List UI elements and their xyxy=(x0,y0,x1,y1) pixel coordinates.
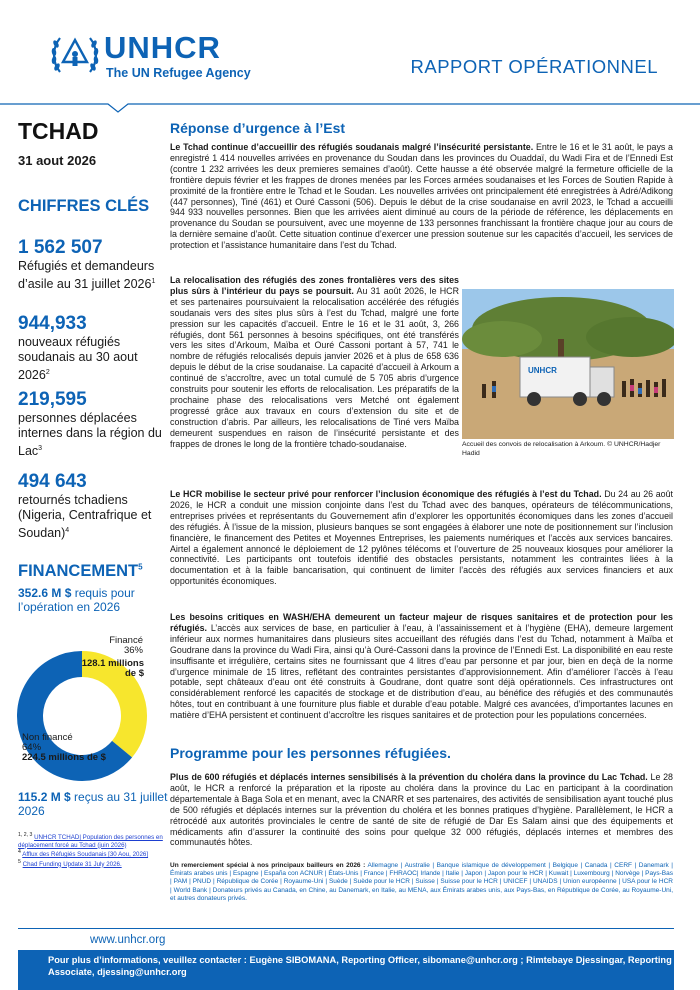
section-title-programme: Programme pour les personnes réfugiées. xyxy=(170,745,451,761)
page-header xyxy=(0,0,700,110)
header-divider xyxy=(0,103,700,113)
footer-contact-text: Pour plus d’informations, veuillez contacter : Eugène SIBOMANA, Reporting Officer, sibomane@unhcr.org ; Rimtebaye Djessingar, Reporting Associate, djessing@unhcr.org xyxy=(48,955,672,977)
key-figures-title: CHIFFRES CLÉS xyxy=(18,197,150,215)
footnote: $^{1, 2, 3}$ UNHCR TCHAD| Population des personnes en déplacement forcé au Tchad (juin 2026) xyxy=(18,832,163,849)
donut-funded-amount: 128.1 millions de $ xyxy=(81,658,144,679)
donut-unfunded-label: Non financé 64% xyxy=(22,732,73,753)
donut-funded-label: Financé 36% xyxy=(109,635,143,656)
footnote-link[interactable]: UNHCR TCHAD| Population des personnes en déplacement forcé au Tchad (juin 2026) xyxy=(18,834,163,849)
footnotes xyxy=(18,832,168,868)
photo-caption: Accueil des convois de relocalisation à Arkoum. © UNHCR/Hadjer Hadid xyxy=(462,441,661,457)
stat-number: 494 643 xyxy=(18,471,87,492)
stat-label: personnes déplacées internes dans la région du Lac$^3$ xyxy=(18,411,162,459)
photo-relocation-convoy xyxy=(462,289,674,439)
paragraph-wash: Les besoins critiques en WASH/EHA demeurent un facteur majeur de risques sanitaires et de protection pour les réfugiés. L’accès aux services de base, en particulier à l’eau, à l’assainissement et à l’hygiène (EHA), demeure largement inférieur aux normes humanitaires dans plusieurs sites accueillant des réfugiés dans l’est du Tchad, notamment à Maïba et Goudrane dans la province du Wadi Fira, ainsi qu’à Ouré-Cassoni dans la province de l’Ennedi Est. La disponibilité en eau reste insuffisante et irrégulière, certains sites ne fournissant que 4 litres d’eau par personne et par jour, bien en deçà de la norme d’urgence minimale de 15 litres, reflétant des contraintes persistantes d’approvisionnement. Afin d’améliorer l’accès à l’eau potable, sept châteaux d’eau ont été construits à Goudrane, dont quatre sont déjà opérationnels. Ces infrastructures ont considérablement renforcé les capacités de stockage et de distribution d’eau, au bénéfice des réfugiés et des communautés hôtes, tout en contribuant à une fourniture plus fiable et durable d’eau potable. Malgré ces avancées, d’importantes lacunes en matière d’EHA persistent et continuent d’accroître les risques sanitaires et de protection pour les populations concernées. xyxy=(170,612,673,721)
stat-label: nouveaux réfugiés soudanais au 30 aout 2026$^2$ xyxy=(18,335,138,383)
logo-name: UNHCR xyxy=(104,30,221,65)
paragraph-relocation: La relocalisation des réfugiés des zones frontalières vers des sites plus sûrs à l’intérieur du pays se poursuit. Au 31 août 2026, le HCR et ses partenaires poursuivaient la relocalisation accélérée des réfugiés soudanais vers des sites plus sûrs à l’est du Tchad, malgré une forte pression sur les capacités d’accueil. Entre le 16 et le 31 août, 3, 266 réfugiés, dont 561 personnes à besoins spécifiques, ont été transférés vers les sites d’Arkoum, Maïba et Ouré Cassoni portant à 57, 741 le nombre de réfugiés relocalisés depuis janvier 2026 et à plus de 658 636 depuis le début de la crise soudanaise. La capacité d’accueil à Arkoum a continué de s’accroître, avec un total cumulé de 5 705 abris d’urgence construits pour soutenir les efforts de relocalisation. Les préparatifs de la prochaine phase des relocalisations vers Metché ont également progressé grâce aux travaux en cours d’extension du site et de construction d’abris. Par ailleurs, les relocalisations de Tiné vers Maïba demeurent suspendues en raison de l’insécurité persistante et des frappes de drones le long de la frontière tchado-soudanaise. xyxy=(170,275,459,449)
logo-tagline: The UN Refugee Agency xyxy=(106,66,251,80)
footnote: $^5$ Chad Funding Update 31 July 2026. xyxy=(18,858,122,868)
footnote-link[interactable]: Chad Funding Update 31 July 2026. xyxy=(22,860,122,868)
stat-label: retournés tchadiens (Nigeria, Centrafrique et Soudan)$^4$ xyxy=(18,493,152,541)
stat-returnees xyxy=(18,471,163,541)
convoy-photo-illustration xyxy=(462,289,674,439)
funding-title: FINANCEMENT$^5$ xyxy=(18,562,143,580)
footnote-link[interactable]: Afflux des Réfugiés Soudanais [30 Aou, 2026] xyxy=(22,851,149,859)
country-title: TCHAD xyxy=(18,118,99,144)
truck-unhcr-text: UNHCR xyxy=(528,366,557,375)
donut-unfunded-amount: 224.5 millions de $ xyxy=(22,752,106,763)
funding-received: 115.2 M $ reçus au 31 juillet 2026 xyxy=(18,790,168,818)
funding-required: 352.6 M $ requis pour l’opération en 2026 xyxy=(18,586,135,614)
report-date: 31 aout 2026 xyxy=(18,153,97,168)
stat-number: 219,595 xyxy=(18,389,87,410)
paragraph-private-sector: Le HCR mobilise le secteur privé pour renforcer l’inclusion économique des réfugiés à l’est du Tchad. Du 24 au 26 août 2026, le HCR a conduit une mission conjointe dans l’est du Tchad avec des banques, opérateurs de télécommunications, entreprises privées et représentants du Gouvernement afin d’explorer les opportunités économiques dans les zones d’accueil des réfugiés. À l’issue de la mission, plusieurs banques se sont engagées à élaborer une note de positionnement sur l’inclusion financière, le financement des Petites et Moyennes Entreprises, les paiements numériques et l’accès aux services bancaires. Airtel a également annoncé le déploiement de 12 pylônes télécoms et l’ouverture de 25 nouveaux kiosques pour améliorer la connectivité. Les participants ont toutefois identifié des obstacles persistants, notamment les contraintes liées à la documentation et à la faible bancarisation, qui continuent de limiter l’accès des réfugiés aux services financiers et aux opportunités économiques. xyxy=(170,489,673,587)
footnote: $^4$ Afflux des Réfugiés Soudanais [30 Aou, 2026] xyxy=(18,849,149,859)
donor-thanks: Un remerciement spécial à nos principaux bailleurs en 2026 : Allemagne | Australie | Banque islamique de développement | Belgique | Canada | CERF | Danemark | Émirats arabes unis | Espagne | España con ACNUR | États-Unis | France | FHRAOC| Irlande | Italie | Japon | Japon pour le HCR | Kuwait | Luxembourg | Norvège | Pays-Bas | PAM | PNUD | République de Corée | Royaume-Uni | Suède | Suède pour le HCR | Suisse | Suisse pour le HCR | UNICEF | UNAIDS | Union européenne | USA pour le HCR | World Bank | Donateurs privés au Canada, en Chine, au Danemark, en Italie, au MENA, aux Émirats arabes unis, aux Pays-Bas, en République de Corée, au Royaume-Uni, et autres donateurs privés. xyxy=(170,862,673,902)
stat-new-refugees xyxy=(18,313,163,383)
stat-label: Réfugiés et demandeurs d’asile au 31 juillet 2026$^1$ xyxy=(18,259,156,292)
paragraph-cholera: Plus de 600 réfugiés et déplacés internes sensibilisés à la prévention du choléra dans la province du Lac Tchad. Le 28 août, le HCR a renforcé la préparation et la riposte au choléra dans la province du Lac en participant à la coordination départementale à Baga Sola et en menant, avec la CNARR et ses partenaires, des activités de sensibilisation ayant touché plus de 500 réfugiés et déplacés internes sur la prévention du choléra et les bonnes pratiques d’hygiène. Parallèlement, le HCR a rétrocédé aux autorités provinciales le centre de santé de site de réfugié de Dar Es Salam ainsi que des équipements et médicaments afin d’assurer la continuité des soins pour quelque 32 000 réfugiés, déplacés internes et membres des communautés hôtes. xyxy=(170,772,673,848)
paragraph-arrivals: Le Tchad continue d’accueillir des réfugiés soudanais malgré l’insécurité persistante. Entre le 16 et le 31 août, le pays a enregistré 1 414 nouvelles arrivées en provenance du Soudan dans les provinces du Ouaddaï, du Wadi Fira et de l’Ennedi Est (contre 1 232 arrivées les deux premieres semaines d’août). Cette hausse a été observée malgré la fermeture officielle de la frontière depuis février et les frappes de drones menées par les Forces armées soudanaises et les Forces de Soutien Rapide à proximité de la frontière entre le Tchad et le Soudan. Les nouvelles arrivées ont principalement été enregistrées à Adré/Adikong (447 personnes), Tiné (461) et Ouré Cassoni (506). Depuis le début de la crise soudanaise en avril 2023, le Tchad a accueilli 944 933 nouvelles personnes. Bien que les arrivées aient diminué au cours de la période de référence, les déplacements en provenance du Soudan se poursuivent, avec une moyenne de 133 personnes franchissant la frontière chaque jour au cours de la dernière semaine d’août. Cette situation continue d’exercer une pression soutenue sur les capacités d’accueil, les services de protection et l’assistance humanitaire dans l’est du Tchad. xyxy=(170,142,673,251)
stat-number: 944,933 xyxy=(18,313,87,334)
report-title: RAPPORT OPÉRATIONNEL xyxy=(410,56,658,77)
section-title-emergency: Réponse d’urgence à l’Est xyxy=(170,120,346,136)
footer-url-link[interactable]: www.unhcr.org xyxy=(90,934,166,946)
unhcr-laurel-logo-icon xyxy=(50,32,100,78)
stat-refugees xyxy=(18,237,163,292)
stat-number: 1 562 507 xyxy=(18,237,103,258)
stat-idps xyxy=(18,389,163,459)
footer-divider xyxy=(18,928,674,929)
